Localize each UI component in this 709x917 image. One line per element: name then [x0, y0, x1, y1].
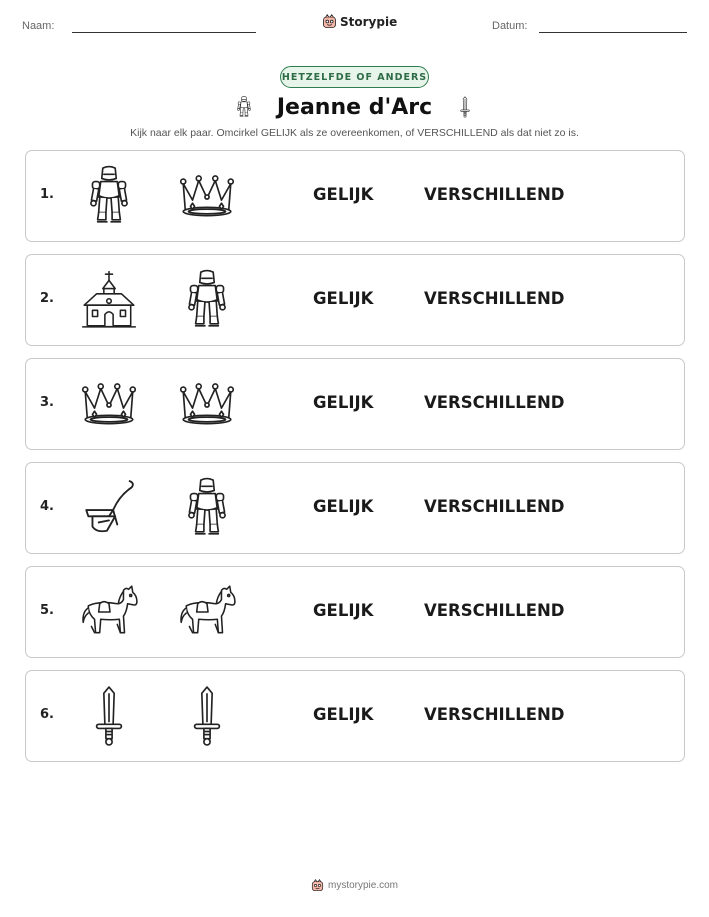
exercise-row — [25, 670, 685, 762]
brand-name: Storypie — [340, 14, 398, 29]
knight-icon — [176, 269, 238, 331]
name-label: Naam: — [22, 20, 55, 32]
page-title: Jeanne d'Arc — [276, 94, 433, 120]
option-different[interactable]: VERSCHILLEND — [424, 393, 565, 412]
worksheet-type-badge: HETZELFDE OF ANDERS — [280, 66, 429, 88]
horse-icon — [176, 581, 238, 643]
option-different[interactable]: VERSCHILLEND — [424, 705, 565, 724]
option-different[interactable]: VERSCHILLEND — [424, 497, 565, 516]
exercise-row — [25, 254, 685, 346]
row-number: 4. — [40, 499, 54, 514]
option-same[interactable]: GELIJK — [313, 393, 374, 412]
option-same[interactable]: GELIJK — [313, 601, 374, 620]
row-number: 3. — [40, 395, 54, 410]
exercise-row — [25, 566, 685, 658]
plow-icon — [78, 477, 140, 539]
crown-icon — [176, 373, 238, 435]
knight-icon — [233, 93, 255, 121]
instructions: Kijk naar elk paar. Omcirkel GELIJK als ze overeenkomen, of VERSCHILLEND als dat niet zo is. — [130, 127, 579, 139]
brand-logo — [322, 14, 397, 29]
option-different[interactable]: VERSCHILLEND — [424, 185, 565, 204]
row-number: 1. — [40, 187, 54, 202]
storypie-icon — [322, 14, 337, 29]
footer — [0, 879, 709, 892]
option-different[interactable]: VERSCHILLEND — [424, 289, 565, 308]
storypie-icon — [311, 879, 324, 892]
option-same[interactable]: GELIJK — [313, 497, 374, 516]
option-same[interactable]: GELIJK — [313, 705, 374, 724]
option-same[interactable]: GELIJK — [313, 185, 374, 204]
church-icon — [78, 269, 140, 331]
knight-icon — [78, 165, 140, 227]
sword-icon — [176, 685, 238, 747]
sword-icon — [454, 92, 476, 122]
name-line[interactable] — [72, 32, 256, 33]
crown-icon — [78, 373, 140, 435]
date-line[interactable] — [539, 32, 687, 33]
sword-icon — [78, 685, 140, 747]
worksheet-header — [0, 0, 709, 50]
date-label: Datum: — [492, 20, 528, 32]
crown-icon — [176, 165, 238, 227]
option-same[interactable]: GELIJK — [313, 289, 374, 308]
row-number: 2. — [40, 291, 54, 306]
option-different[interactable]: VERSCHILLEND — [424, 601, 565, 620]
exercise-row — [25, 150, 685, 242]
row-number: 6. — [40, 707, 54, 722]
exercise-row — [25, 462, 685, 554]
row-number: 5. — [40, 603, 54, 618]
footer-url: mystorypie.com — [327, 880, 398, 891]
knight-icon — [176, 477, 238, 539]
title-row — [0, 90, 709, 124]
exercise-row — [25, 358, 685, 450]
horse-icon — [78, 581, 140, 643]
